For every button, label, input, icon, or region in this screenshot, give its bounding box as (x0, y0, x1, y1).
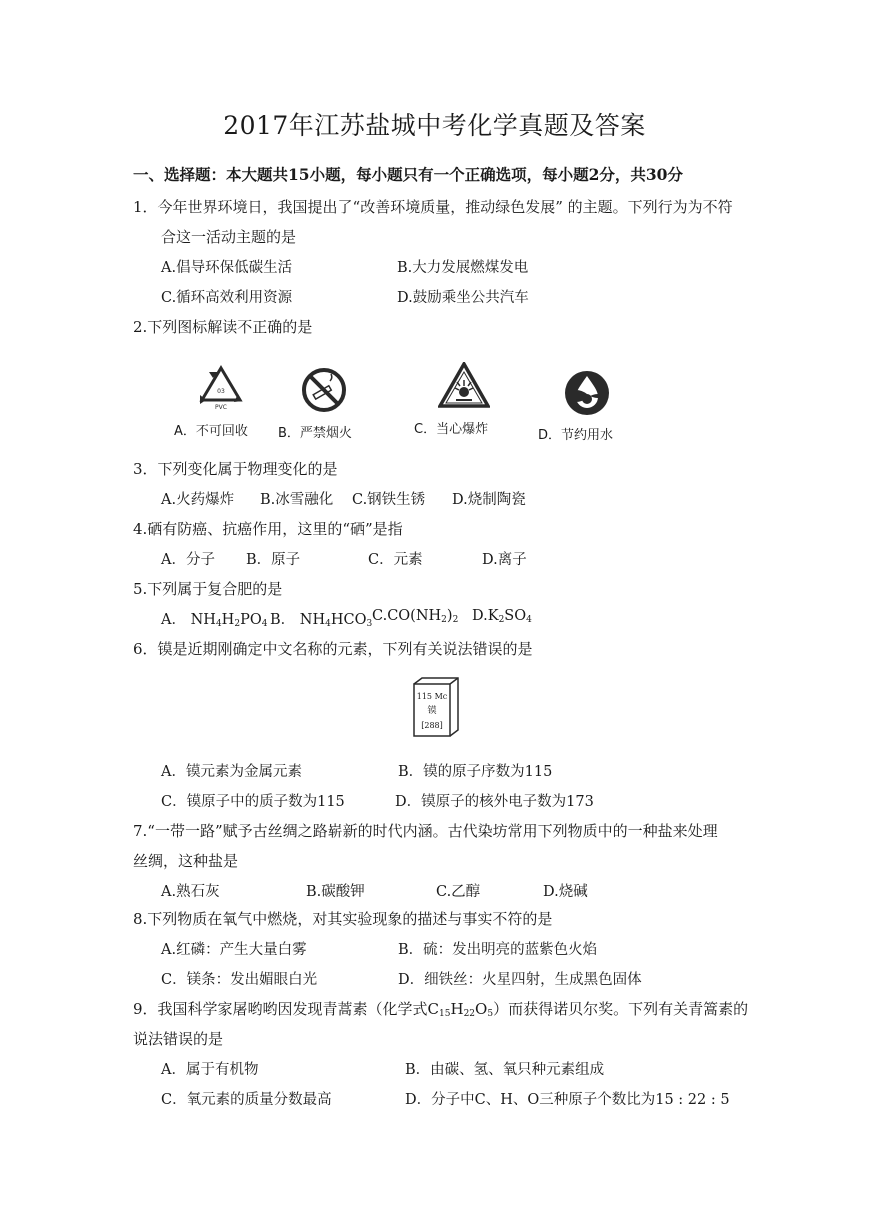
q4-option-d: D.离子 (482, 552, 527, 568)
q4-option-a: A．分子 (161, 552, 215, 568)
no-smoking-icon (300, 366, 348, 414)
q9-option-c: C．氧元素的质量分数最高 (161, 1092, 332, 1108)
q1-option-b: B.大力发展燃煤发电 (397, 260, 529, 276)
element-card (412, 676, 460, 738)
q6-option-d: D．镆原子的核外电子数为173 (395, 794, 594, 810)
q5-stem: 5.下列属于复合肥的是 (133, 580, 283, 598)
q5-option-d: $D.K_2SO_4$ (472, 608, 532, 625)
q5-option-c: $C.CO(NH_2)_2$ (372, 608, 459, 625)
recycle-code: 03 (217, 388, 225, 395)
q4-option-b: B．原子 (246, 552, 301, 568)
q2-icon-a-label: A．不可回收 (174, 424, 248, 439)
recycle-icon (198, 364, 244, 412)
q2-icon-c-label: C．当心爆炸 (414, 422, 489, 437)
q7-option-b: B.碳酸钾 (306, 884, 365, 900)
q9-option-a: A．属于有机物 (161, 1062, 259, 1078)
q6-option-a: A．镆元素为金属元素 (161, 764, 302, 780)
section-heading: 一、选择题：本大题共15小题，每小题只有一个正确选项，每小题2分，共30分 (133, 165, 683, 184)
explosion-warning-icon (438, 362, 490, 410)
q9-option-d: D．分子中C、H、O三种原子个数比为15 : 22 : 5 (405, 1092, 730, 1108)
q3-option-d: D.烧制陶瓷 (452, 492, 526, 508)
q1-option-c: C.循环高效利用资源 (161, 290, 293, 306)
q8-option-c: C．镁条：发出媚眼白光 (161, 972, 318, 988)
recycle-code-label: PVC (215, 404, 227, 411)
q7-option-a: A.熟石灰 (161, 884, 220, 900)
q3-option-b: B.冰雪融化 (260, 492, 334, 508)
card-name: 镆 (427, 706, 437, 716)
q5-option-a: A． $NH_4H_2PO_4$ (161, 612, 268, 629)
q9-stem-line2: 说法错误的是 (133, 1030, 224, 1048)
q7-stem-line2: 丝绸，这种盐是 (133, 852, 239, 870)
q6-option-b: B．镆的原子序数为115 (398, 764, 553, 780)
card-number-symbol: 115 Mc (416, 692, 448, 701)
q3-option-c: C.钢铁生锈 (352, 492, 426, 508)
q2-icon-d-label: D．节约用水 (538, 428, 614, 443)
water-saving-icon (562, 368, 612, 418)
q2-stem: 2.下列图标解读不正确的是 (133, 318, 313, 336)
q7-option-c: C.乙醇 (436, 884, 481, 900)
q1-stem-line2: 合这一活动主题的是 (161, 228, 297, 246)
q5-option-b: B． $NH_4HCO_3$ (270, 612, 373, 629)
q6-option-c: C．镆原子中的质子数为115 (161, 794, 345, 810)
q2-icon-row (160, 358, 660, 448)
q4-stem: 4.硒有防癌、抗癌作用，这里的“硒”是指 (133, 520, 403, 538)
q8-option-d: D．细铁丝：火星四射，生成黑色固体 (398, 972, 642, 988)
q8-option-a: A.红磷：产生大量白雾 (161, 942, 307, 958)
q6-stem: 6．镆是近期刚确定中文名称的元素，下列有关说法错误的是 (133, 640, 533, 658)
q3-option-a: A.火药爆炸 (161, 492, 235, 508)
q9-option-b: B．由碳、氢、氧只种元素组成 (405, 1062, 605, 1078)
q8-option-b: B．硫：发出明亮的蓝紫色火焰 (398, 942, 598, 958)
q4-option-c: C．元素 (368, 552, 423, 568)
q1-option-a: A.倡导环保低碳生活 (161, 260, 293, 276)
page-title: 2017年江苏盐城中考化学真题及答案 (223, 111, 646, 140)
card-mass: [288] (421, 721, 443, 730)
q7-option-d: D.烧碱 (543, 884, 588, 900)
q3-stem: 3．下列变化属于物理变化的是 (133, 460, 338, 478)
q8-stem: 8.下列物质在氧气中燃烧，对其实验现象的描述与事实不符的是 (133, 910, 553, 928)
q7-stem-line1: 7.“一带一路”赋予古丝绸之路崭新的时代内涵。古代染坊常用下列物质中的一种盐来处理 (133, 822, 718, 840)
q2-icon-b-label: B．严禁烟火 (278, 426, 352, 441)
q9-stem-line1: 9．我国科学家屠哟哟因发现青蒿素（化学式$C_{15}H_{22}O_5$）而获得诺贝尔奖。下列有关青篙素的 (133, 1000, 749, 1019)
q1-stem-line1: 1．今年世界环境日，我国提出了“改善环境质量，推动绿色发展” 的主题。下列行为为不符 (133, 198, 733, 216)
q1-option-d: D.鼓励乘坐公共汽车 (397, 290, 529, 306)
